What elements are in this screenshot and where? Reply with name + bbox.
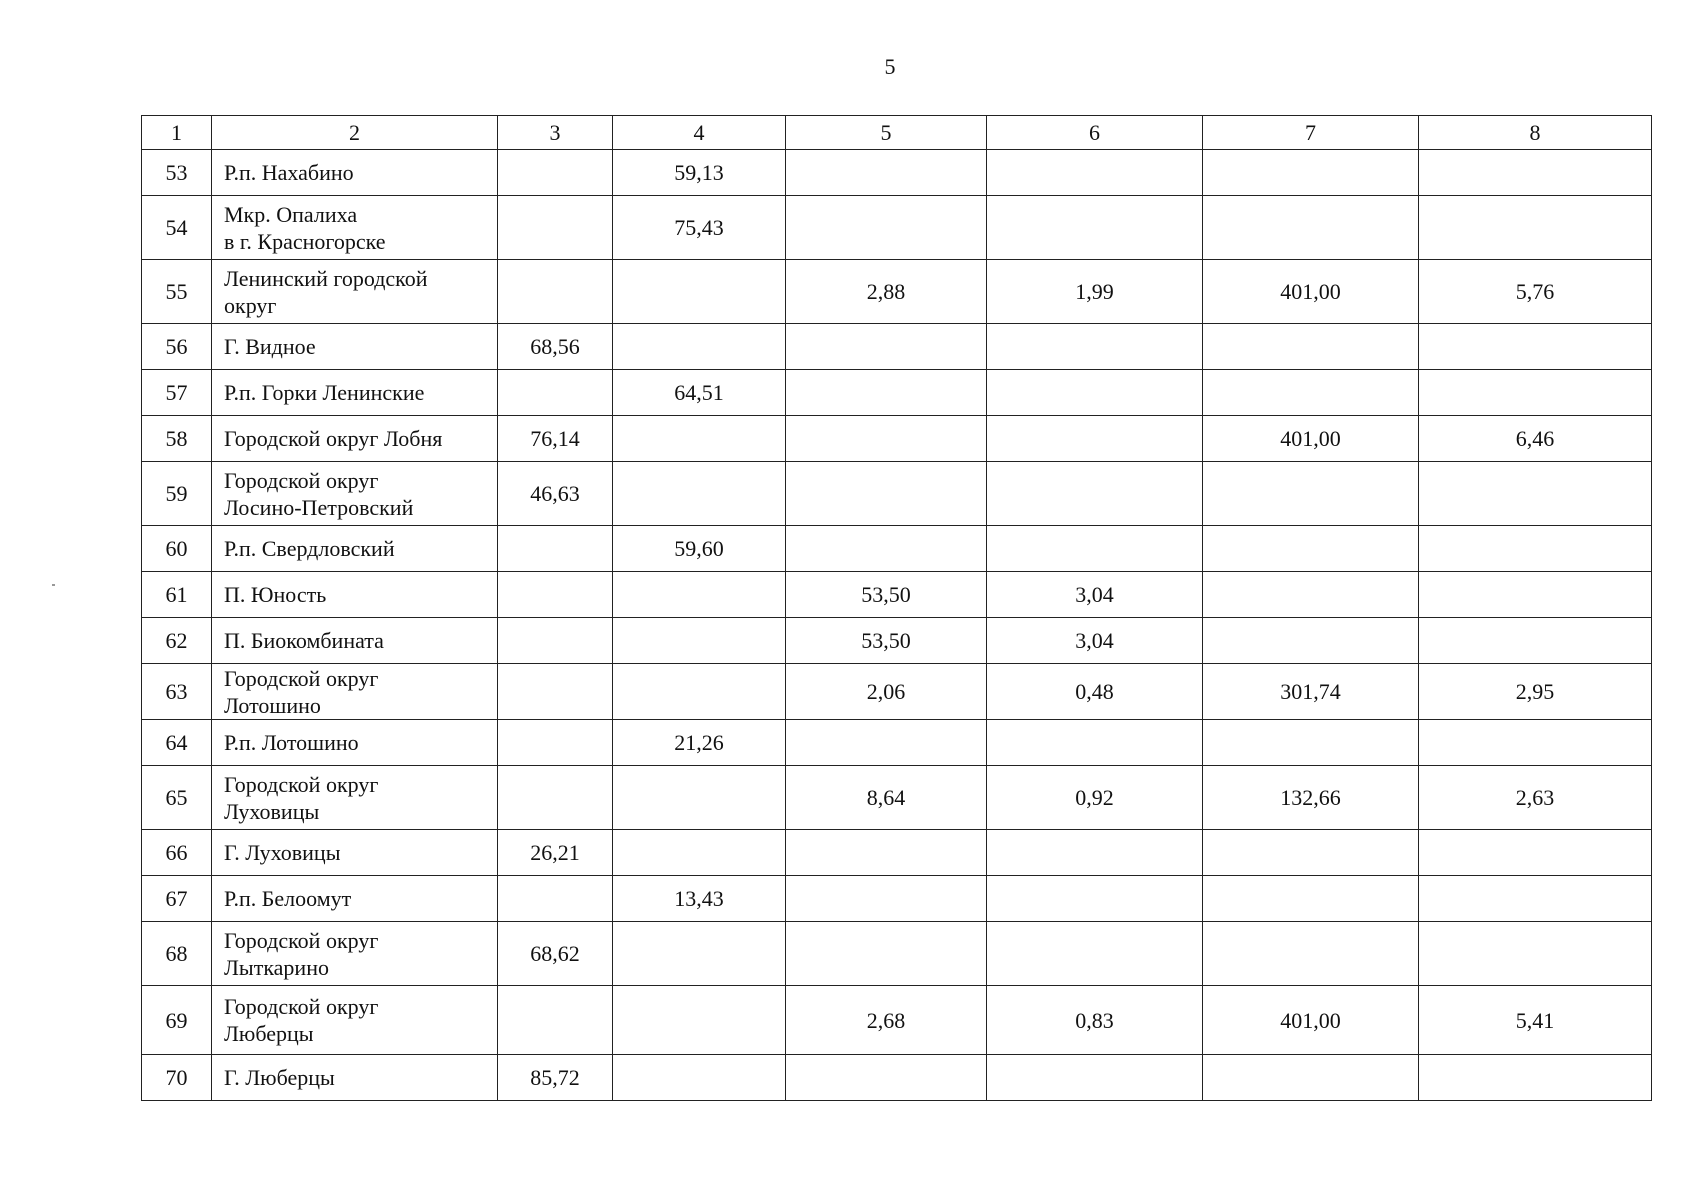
value-cell: 2,68 xyxy=(786,986,987,1055)
table-row xyxy=(142,1055,1652,1101)
value-cell xyxy=(987,1055,1203,1101)
value-cell: 5,76 xyxy=(1419,260,1652,324)
header-cell: 2 xyxy=(212,116,498,150)
row-number-cell: 56 xyxy=(142,324,212,370)
header-cell: 5 xyxy=(786,116,987,150)
territory-name-cell: Г. Видное xyxy=(212,324,498,370)
value-cell xyxy=(498,572,613,618)
value-cell xyxy=(1203,618,1419,664)
value-cell xyxy=(1419,618,1652,664)
value-cell: 13,43 xyxy=(613,876,786,922)
table-row xyxy=(142,618,1652,664)
row-number-cell: 66 xyxy=(142,830,212,876)
value-cell: 26,21 xyxy=(498,830,613,876)
value-cell xyxy=(498,618,613,664)
value-cell xyxy=(987,876,1203,922)
row-number-cell: 57 xyxy=(142,370,212,416)
value-cell xyxy=(786,876,987,922)
value-cell: 0,92 xyxy=(987,766,1203,830)
value-cell xyxy=(1203,572,1419,618)
value-cell xyxy=(1419,196,1652,260)
value-cell xyxy=(498,196,613,260)
row-number-cell: 64 xyxy=(142,720,212,766)
value-cell: 68,56 xyxy=(498,324,613,370)
row-number-cell: 58 xyxy=(142,416,212,462)
table-row xyxy=(142,324,1652,370)
value-cell xyxy=(498,986,613,1055)
value-cell xyxy=(498,876,613,922)
value-cell: 0,48 xyxy=(987,664,1203,720)
value-cell xyxy=(1419,370,1652,416)
value-cell xyxy=(613,1055,786,1101)
value-cell xyxy=(1203,526,1419,572)
value-cell xyxy=(1419,922,1652,986)
territory-name-cell: Городской округ Лотошино xyxy=(212,664,498,720)
value-cell: 8,64 xyxy=(786,766,987,830)
header-cell: 3 xyxy=(498,116,613,150)
table-header-row xyxy=(142,116,1652,150)
value-cell xyxy=(1203,922,1419,986)
table-row xyxy=(142,462,1652,526)
value-cell xyxy=(1203,462,1419,526)
table-row xyxy=(142,766,1652,830)
value-cell xyxy=(786,196,987,260)
row-number-cell: 60 xyxy=(142,526,212,572)
value-cell xyxy=(613,572,786,618)
value-cell: 3,04 xyxy=(987,618,1203,664)
header-cell: 4 xyxy=(613,116,786,150)
value-cell xyxy=(786,922,987,986)
value-cell: 2,06 xyxy=(786,664,987,720)
value-cell: 2,63 xyxy=(1419,766,1652,830)
value-cell xyxy=(613,324,786,370)
value-cell: 59,13 xyxy=(613,150,786,196)
value-cell xyxy=(498,526,613,572)
territory-name-cell: Городской округ Люберцы xyxy=(212,986,498,1055)
value-cell xyxy=(498,260,613,324)
value-cell xyxy=(613,618,786,664)
value-cell xyxy=(786,720,987,766)
territory-name-cell: Р.п. Лотошино xyxy=(212,720,498,766)
value-cell xyxy=(613,766,786,830)
value-cell: 401,00 xyxy=(1203,260,1419,324)
value-cell xyxy=(987,462,1203,526)
table-row xyxy=(142,830,1652,876)
value-cell: 2,95 xyxy=(1419,664,1652,720)
value-cell xyxy=(987,922,1203,986)
territory-name-cell: Р.п. Белоомут xyxy=(212,876,498,922)
table-row xyxy=(142,370,1652,416)
value-cell: 301,74 xyxy=(1203,664,1419,720)
value-cell xyxy=(786,462,987,526)
value-cell xyxy=(1419,150,1652,196)
row-number-cell: 53 xyxy=(142,150,212,196)
value-cell xyxy=(786,526,987,572)
value-cell xyxy=(613,664,786,720)
value-cell xyxy=(1419,1055,1652,1101)
table-row xyxy=(142,150,1652,196)
value-cell xyxy=(987,830,1203,876)
value-cell xyxy=(987,720,1203,766)
value-cell xyxy=(1419,572,1652,618)
value-cell xyxy=(786,150,987,196)
row-number-cell: 59 xyxy=(142,462,212,526)
territory-name-cell: Г. Люберцы xyxy=(212,1055,498,1101)
value-cell: 1,99 xyxy=(987,260,1203,324)
value-cell xyxy=(786,370,987,416)
value-cell xyxy=(498,150,613,196)
header-cell: 1 xyxy=(142,116,212,150)
value-cell xyxy=(1419,462,1652,526)
value-cell xyxy=(1419,830,1652,876)
value-cell: 5,41 xyxy=(1419,986,1652,1055)
value-cell: 53,50 xyxy=(786,572,987,618)
value-cell xyxy=(1419,720,1652,766)
value-cell: 64,51 xyxy=(613,370,786,416)
value-cell xyxy=(1203,150,1419,196)
value-cell: 59,60 xyxy=(613,526,786,572)
value-cell xyxy=(1419,876,1652,922)
value-cell xyxy=(613,922,786,986)
value-cell: 401,00 xyxy=(1203,986,1419,1055)
value-cell xyxy=(1203,324,1419,370)
row-number-cell: 61 xyxy=(142,572,212,618)
page-number: 5 xyxy=(884,54,896,79)
header-cell: 8 xyxy=(1419,116,1652,150)
value-cell xyxy=(1419,526,1652,572)
row-number-cell: 62 xyxy=(142,618,212,664)
value-cell: 76,14 xyxy=(498,416,613,462)
territory-name-cell: Р.п. Нахабино xyxy=(212,150,498,196)
value-cell xyxy=(786,1055,987,1101)
value-cell: 46,63 xyxy=(498,462,613,526)
value-cell xyxy=(1419,324,1652,370)
value-cell: 6,46 xyxy=(1419,416,1652,462)
table-row xyxy=(142,196,1652,260)
territory-name-cell: Г. Луховицы xyxy=(212,830,498,876)
row-number-cell: 54 xyxy=(142,196,212,260)
table-row xyxy=(142,876,1652,922)
value-cell: 3,04 xyxy=(987,572,1203,618)
header-cell: 7 xyxy=(1203,116,1419,150)
value-cell: 2,88 xyxy=(786,260,987,324)
value-cell xyxy=(987,324,1203,370)
table-row xyxy=(142,664,1652,720)
territory-name-cell: Р.п. Горки Ленинские xyxy=(212,370,498,416)
value-cell xyxy=(498,766,613,830)
table-row xyxy=(142,416,1652,462)
value-cell xyxy=(786,324,987,370)
value-cell xyxy=(613,260,786,324)
territory-name-cell: Городской округ Луховицы xyxy=(212,766,498,830)
territory-name-cell: Мкр. Опалиха в г. Красногорске xyxy=(212,196,498,260)
table-row xyxy=(142,526,1652,572)
value-cell: 132,66 xyxy=(1203,766,1419,830)
table-row xyxy=(142,720,1652,766)
value-cell: 85,72 xyxy=(498,1055,613,1101)
territory-name-cell: Ленинский городской округ xyxy=(212,260,498,324)
value-cell: 68,62 xyxy=(498,922,613,986)
table-row xyxy=(142,260,1652,324)
value-cell xyxy=(498,720,613,766)
table-row xyxy=(142,922,1652,986)
table-row xyxy=(142,986,1652,1055)
value-cell xyxy=(987,526,1203,572)
value-cell xyxy=(786,830,987,876)
row-number-cell: 68 xyxy=(142,922,212,986)
value-cell xyxy=(613,986,786,1055)
value-cell xyxy=(1203,370,1419,416)
scan-mark xyxy=(52,584,55,586)
value-cell xyxy=(1203,1055,1419,1101)
value-cell xyxy=(613,830,786,876)
value-cell: 75,43 xyxy=(613,196,786,260)
value-cell xyxy=(987,370,1203,416)
value-cell: 0,83 xyxy=(987,986,1203,1055)
value-cell: 401,00 xyxy=(1203,416,1419,462)
value-cell xyxy=(1203,720,1419,766)
row-number-cell: 67 xyxy=(142,876,212,922)
value-cell xyxy=(613,416,786,462)
row-number-cell: 65 xyxy=(142,766,212,830)
row-number-cell: 70 xyxy=(142,1055,212,1101)
value-cell xyxy=(1203,876,1419,922)
value-cell xyxy=(786,416,987,462)
territory-name-cell: Городской округ Лобня xyxy=(212,416,498,462)
value-cell xyxy=(498,664,613,720)
territory-name-cell: П. Биокомбината xyxy=(212,618,498,664)
territory-name-cell: Городской округ Лыткарино xyxy=(212,922,498,986)
value-cell xyxy=(1203,196,1419,260)
table-row xyxy=(142,572,1652,618)
row-number-cell: 69 xyxy=(142,986,212,1055)
territory-name-cell: Р.п. Свердловский xyxy=(212,526,498,572)
header-cell: 6 xyxy=(987,116,1203,150)
value-cell xyxy=(498,370,613,416)
data-table xyxy=(141,115,1652,1101)
row-number-cell: 55 xyxy=(142,260,212,324)
row-number-cell: 63 xyxy=(142,664,212,720)
value-cell xyxy=(1203,830,1419,876)
value-cell: 21,26 xyxy=(613,720,786,766)
territory-name-cell: П. Юность xyxy=(212,572,498,618)
value-cell xyxy=(987,196,1203,260)
value-cell xyxy=(987,416,1203,462)
value-cell: 53,50 xyxy=(786,618,987,664)
value-cell xyxy=(613,462,786,526)
value-cell xyxy=(987,150,1203,196)
territory-name-cell: Городской округ Лосино-Петровский xyxy=(212,462,498,526)
